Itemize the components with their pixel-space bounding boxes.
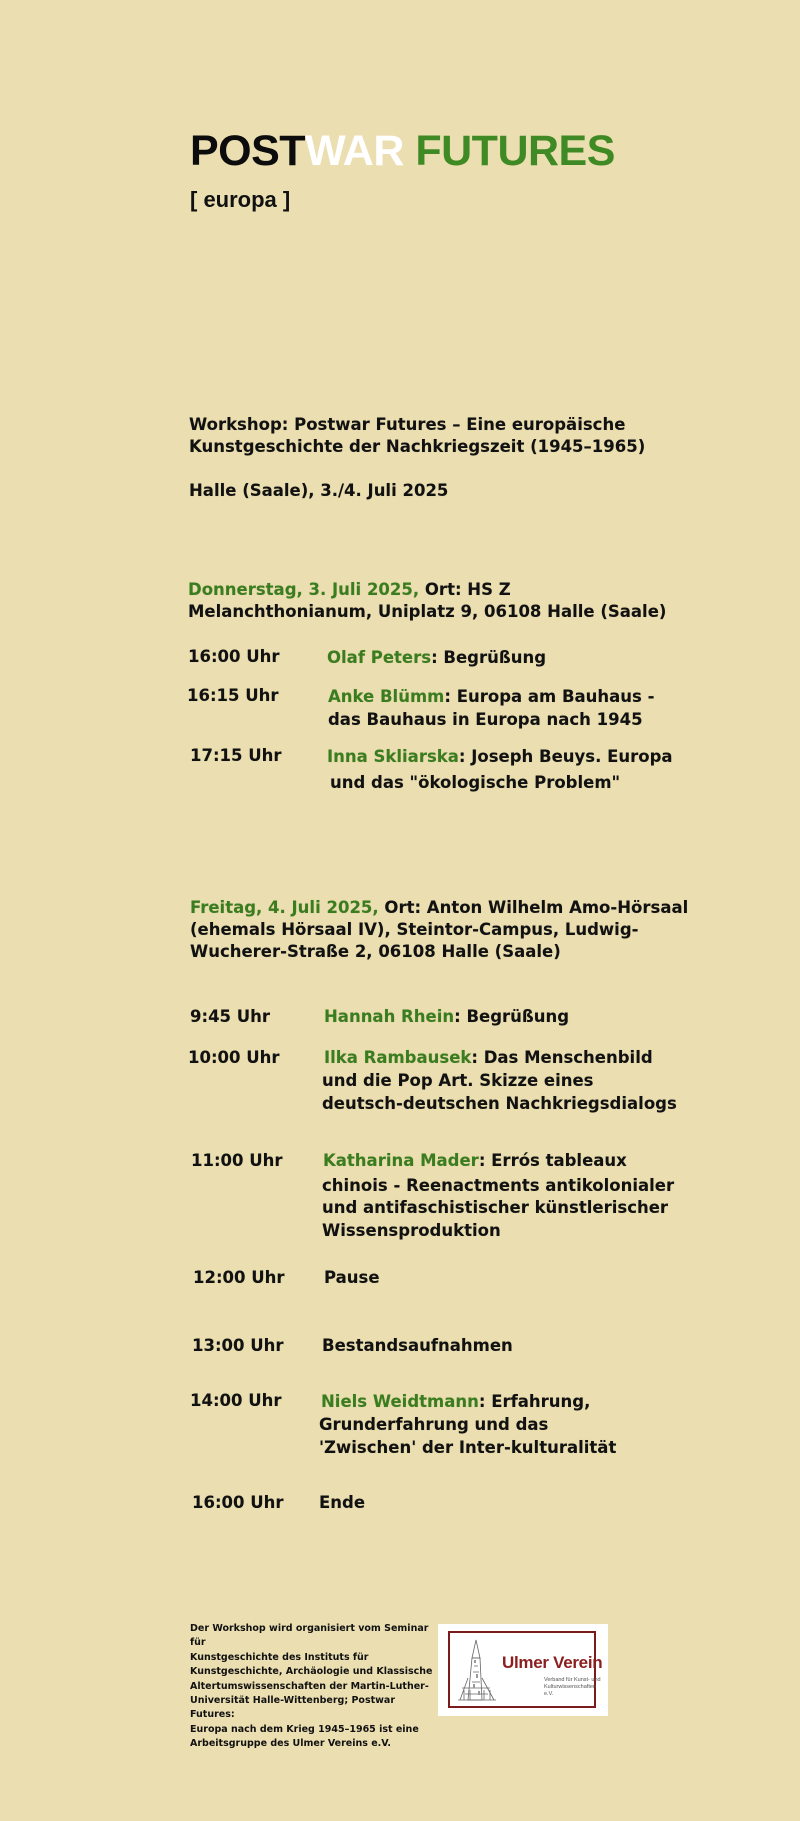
day2-session-7: Ende <box>319 1493 366 1512</box>
footer-organizer-text <box>190 1622 435 1752</box>
speaker-name: Hannah Rhein <box>324 1007 455 1026</box>
footer-line: Altertumswissenschaften der Martin-Luther- <box>190 1680 429 1692</box>
session-title: : Europa am Bauhaus - <box>444 687 655 706</box>
day1-heading <box>188 578 511 601</box>
day2-session-2-line2: und die Pop Art. Skizze eines <box>322 1071 594 1090</box>
poster-title <box>190 127 615 175</box>
day2-date: Freitag, 4. Juli 2025, <box>190 898 379 917</box>
day1-session-2 <box>328 685 654 708</box>
day1-time-2: 16:15 Uhr <box>187 686 279 705</box>
session-title: : Das Menschenbild <box>471 1048 653 1067</box>
footer-line: Universität Halle-Wittenberg; Postwar Futures: <box>190 1695 396 1721</box>
day2-time-4: 12:00 Uhr <box>193 1268 285 1287</box>
day2-heading <box>190 896 688 919</box>
day1-date: Donnerstag, 3. Juli 2025, <box>188 580 420 599</box>
day2-time-3: 11:00 Uhr <box>191 1151 283 1170</box>
session-title: : Begrüßung <box>454 1007 570 1026</box>
day2-time-1: 9:45 Uhr <box>190 1007 271 1026</box>
footer-line: Europa nach dem Krieg 1945–1965 ist eine <box>190 1723 419 1735</box>
cathedral-icon <box>454 1638 500 1702</box>
day1-session-1 <box>327 646 546 669</box>
title-post: POST <box>190 127 306 175</box>
session-title: : Erfahrung, <box>478 1392 591 1411</box>
session-title: : Begrüßung <box>431 648 547 667</box>
day2-session-2-line3: deutsch-deutschen Nachkriegsdialogs <box>322 1094 677 1113</box>
day1-session-2-line2: das Bauhaus in Europa nach 1945 <box>328 710 643 729</box>
speaker-name: Katharina Mader <box>323 1151 479 1170</box>
speaker-name: Niels Weidtmann <box>321 1392 479 1411</box>
footer-line: Kunstgeschichte des Instituts für <box>190 1651 369 1663</box>
session-title: : Errós tableaux <box>478 1151 627 1170</box>
day2-session-6-line3: 'Zwischen' der Inter-kulturalität <box>319 1438 617 1457</box>
day2-time-6: 14:00 Uhr <box>190 1391 282 1410</box>
speaker-name: Inna Skliarska <box>327 747 459 766</box>
intro-line-1: Workshop: Postwar Futures – Eine europäische <box>189 415 626 434</box>
logo-frame <box>448 1631 603 1708</box>
day2-session-2 <box>324 1046 653 1069</box>
day2-time-5: 13:00 Uhr <box>192 1336 284 1355</box>
speaker-name: Ilka Rambausek <box>324 1048 472 1067</box>
day2-session-6-line2: Grunderfahrung und das <box>319 1415 549 1434</box>
day2-session-1 <box>324 1005 569 1028</box>
session-title: : Joseph Beuys. Europa <box>458 747 673 766</box>
ulmer-verein-logo <box>438 1624 608 1716</box>
day2-session-5: Bestandsaufnahmen <box>322 1336 513 1355</box>
intro-line-2: Kunstgeschichte der Nachkriegszeit (1945–1965) <box>189 437 646 456</box>
day2-session-3-line2: chinois - Reenactments antikolonialer <box>322 1176 675 1195</box>
intro-location-date: Halle (Saale), 3./4. Juli 2025 <box>189 481 449 500</box>
title-war: WAR <box>305 127 404 175</box>
day2-session-3-line4: Wissensproduktion <box>322 1221 501 1240</box>
logo-name: Ulmer Verein <box>502 1653 603 1672</box>
day1-place: Ort: HS Z <box>419 580 511 599</box>
logo-sub-line: Kulturwissenschaften e.V. <box>544 1684 596 1697</box>
footer-line: Der Workshop wird organisiert vom Seminar für <box>190 1623 429 1649</box>
day1-session-3 <box>327 745 673 768</box>
speaker-name: Anke Blümm <box>328 687 445 706</box>
footer-line: Kunstgeschichte, Archäologie und Klassische <box>190 1666 433 1678</box>
day1-time-1: 16:00 Uhr <box>188 647 280 666</box>
title-futures: FUTURES <box>415 127 615 175</box>
day2-time-2: 10:00 Uhr <box>188 1048 280 1067</box>
logo-sub-line: Verband für Kunst- und <box>544 1677 601 1683</box>
day1-place-line2: Melanchthonianum, Uniplatz 9, 06108 Halle (Saale) <box>188 602 667 621</box>
day2-session-3-line3: und antifaschistischer künstlerischer <box>322 1198 669 1217</box>
day2-session-3 <box>323 1149 627 1172</box>
day2-time-7: 16:00 Uhr <box>192 1493 284 1512</box>
day2-place: Ort: Anton Wilhelm Amo-Hörsaal <box>378 898 689 917</box>
day1-time-3: 17:15 Uhr <box>190 746 282 765</box>
poster-subtitle: [ europa ] <box>190 187 291 212</box>
day2-session-4: Pause <box>324 1268 380 1287</box>
day2-place-line2: (ehemals Hörsaal IV), Steintor-Campus, Ludwig- <box>190 920 639 939</box>
day2-session-6 <box>321 1390 590 1413</box>
footer-line: Arbeitsgruppe des Ulmer Vereins e.V. <box>190 1738 392 1750</box>
day1-session-3-line2: und das "ökologische Problem" <box>330 773 621 792</box>
day2-place-line3: Wucherer-Straße 2, 06108 Halle (Saale) <box>190 942 561 961</box>
logo-subtitle <box>544 1677 604 1698</box>
speaker-name: Olaf Peters <box>327 648 432 667</box>
